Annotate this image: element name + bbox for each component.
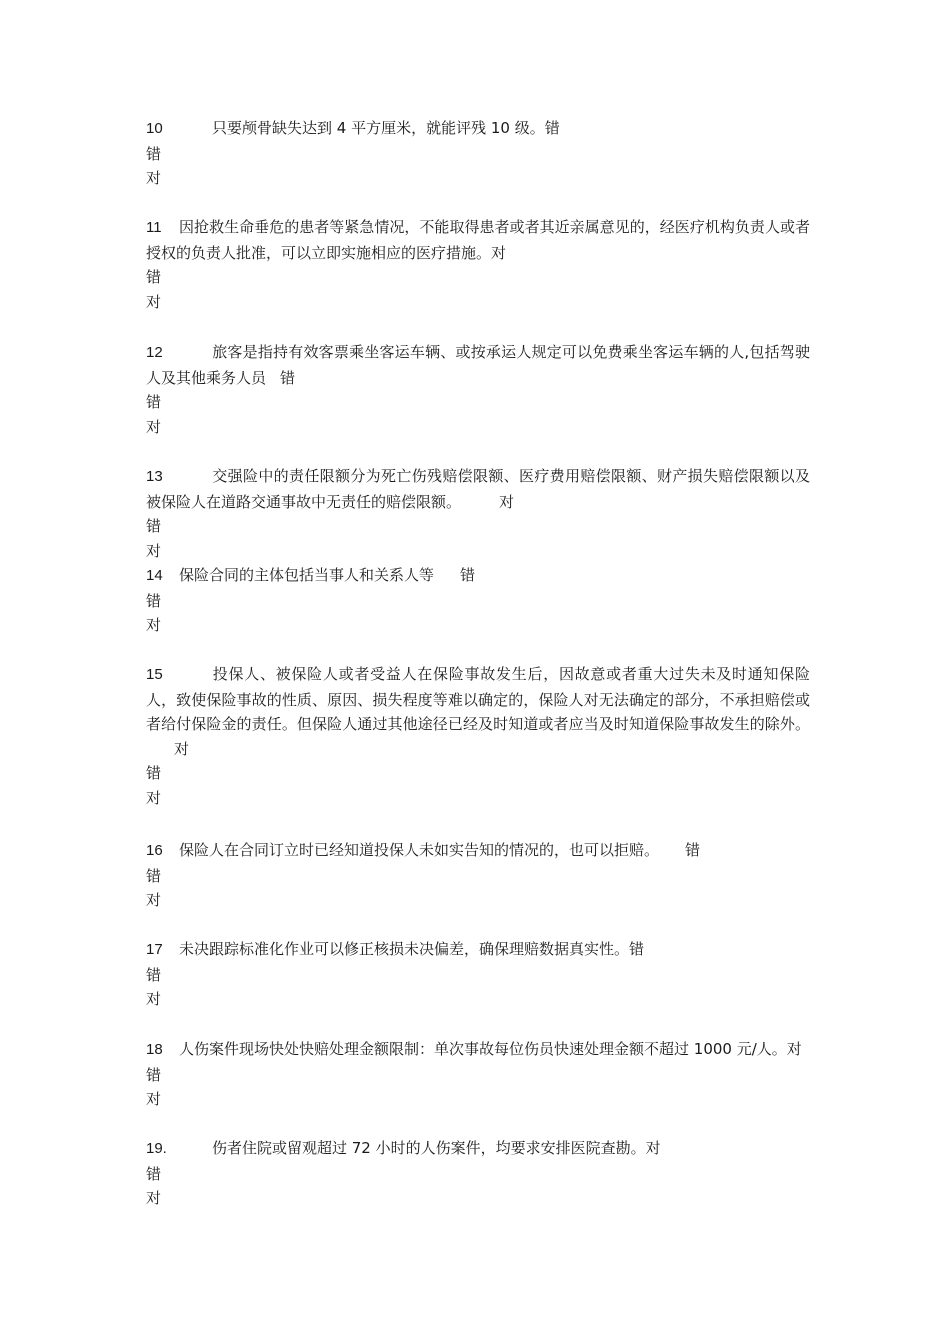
question-answer: 错 <box>460 566 476 584</box>
question-text: 旅客是指持有效客票乘坐客运车辆、或按承运人规定可以免费乘坐客运车辆的人,包括驾驶人及其他乘务人员 <box>146 343 810 387</box>
option-right: 对 <box>146 1090 162 1108</box>
question-text-line <box>146 116 810 142</box>
question-text-line <box>146 563 810 589</box>
question-answer: 错 <box>685 841 701 859</box>
question-text: 因抢救生命垂危的患者等紧急情况，不能取得患者或者其近亲属意见的，经医疗机构负责人或者授权的负责人批准，可以立即实施相应的医疗措施。 <box>146 218 810 262</box>
question-answer: 对 <box>491 243 507 262</box>
question-text-line <box>146 662 810 761</box>
question-10 <box>146 116 810 191</box>
question-11 <box>146 215 810 314</box>
question-text-line <box>146 1037 810 1063</box>
question-text-line <box>146 464 810 514</box>
question-number: 17 <box>146 941 163 958</box>
option-right: 对 <box>146 169 162 187</box>
question-13 <box>146 464 810 563</box>
option-wrong: 错 <box>146 1164 162 1183</box>
question-answer: 对 <box>786 1040 802 1058</box>
option-right: 对 <box>146 417 162 436</box>
option-wrong: 错 <box>146 1065 162 1084</box>
question-answer: 错 <box>544 119 560 137</box>
question-number: 10 <box>146 120 163 137</box>
option-right: 对 <box>146 990 162 1008</box>
option-wrong: 错 <box>146 591 162 610</box>
question-answer: 错 <box>629 940 645 958</box>
option-wrong: 错 <box>146 517 162 535</box>
question-answer: 错 <box>280 368 296 387</box>
question-text-line <box>146 340 810 390</box>
option-right: 对 <box>146 616 162 634</box>
question-text-line <box>146 838 810 864</box>
question-answer: 对 <box>499 492 515 511</box>
option-wrong: 错 <box>146 764 162 782</box>
question-text: 投保人、被保险人或者受益人在保险事故发生后，因故意或者重大过失未及时通知保险人，致使保险事故的性质、原因、损失程度等难以确定的，保险人对无法确定的部分，不承担赔偿或者给付保险金的责任。但保险人通过其他途径已经及时知道或者应当及时知道保险事故发生的除外。 <box>146 665 810 733</box>
question-text: 未决跟踪标准化作业可以修正核损未决偏差，确保理赔数据真实性。 <box>179 940 630 958</box>
question-text: 伤者住院或留观超过 72 小时的人伤案件，均要求安排医院查勘。 <box>212 1139 646 1157</box>
question-number: 12 <box>146 344 163 361</box>
question-15 <box>146 662 810 810</box>
option-right: 对 <box>146 1189 162 1207</box>
question-text: 只要颅骨缺失达到 4 平方厘米，就能评残 10 级。 <box>212 119 545 137</box>
option-wrong: 错 <box>146 866 162 885</box>
question-19 <box>146 1136 810 1211</box>
question-number: 19. <box>146 1140 167 1157</box>
option-wrong: 错 <box>146 393 162 411</box>
question-18 <box>146 1037 810 1112</box>
question-12 <box>146 340 810 439</box>
option-wrong: 错 <box>146 144 162 163</box>
question-text: 人伤案件现场快处快赔处理金额限制：单次事故每位伤员快速处理金额不超过 1000 元/人。 <box>179 1040 787 1058</box>
question-number: 15 <box>146 666 163 683</box>
question-text-line <box>146 937 810 963</box>
question-17 <box>146 937 810 1012</box>
question-16 <box>146 838 810 913</box>
option-wrong: 错 <box>146 268 162 286</box>
question-text-line <box>146 1136 810 1162</box>
question-number: 16 <box>146 842 163 859</box>
question-text: 交强险中的责任限额分为死亡伤残赔偿限额、医疗费用赔偿限额、财产损失赔偿限额以及被保险人在道路交通事故中无责任的赔偿限额。 <box>146 467 810 511</box>
option-right: 对 <box>146 788 162 807</box>
question-14 <box>146 563 810 638</box>
question-number: 18 <box>146 1041 163 1058</box>
option-right: 对 <box>146 292 162 311</box>
question-answer: 对 <box>174 739 190 758</box>
question-answer: 对 <box>645 1139 661 1157</box>
question-text: 保险人在合同订立时已经知道投保人未如实告知的情况的，也可以拒赔。 <box>179 841 660 859</box>
question-text-line <box>146 215 810 265</box>
option-right: 对 <box>146 891 162 909</box>
question-text: 保险合同的主体包括当事人和关系人等 <box>179 566 435 584</box>
question-number: 14 <box>146 567 163 584</box>
question-number: 11 <box>146 219 162 236</box>
option-wrong: 错 <box>146 965 162 984</box>
question-number: 13 <box>146 468 163 485</box>
option-right: 对 <box>146 541 162 560</box>
